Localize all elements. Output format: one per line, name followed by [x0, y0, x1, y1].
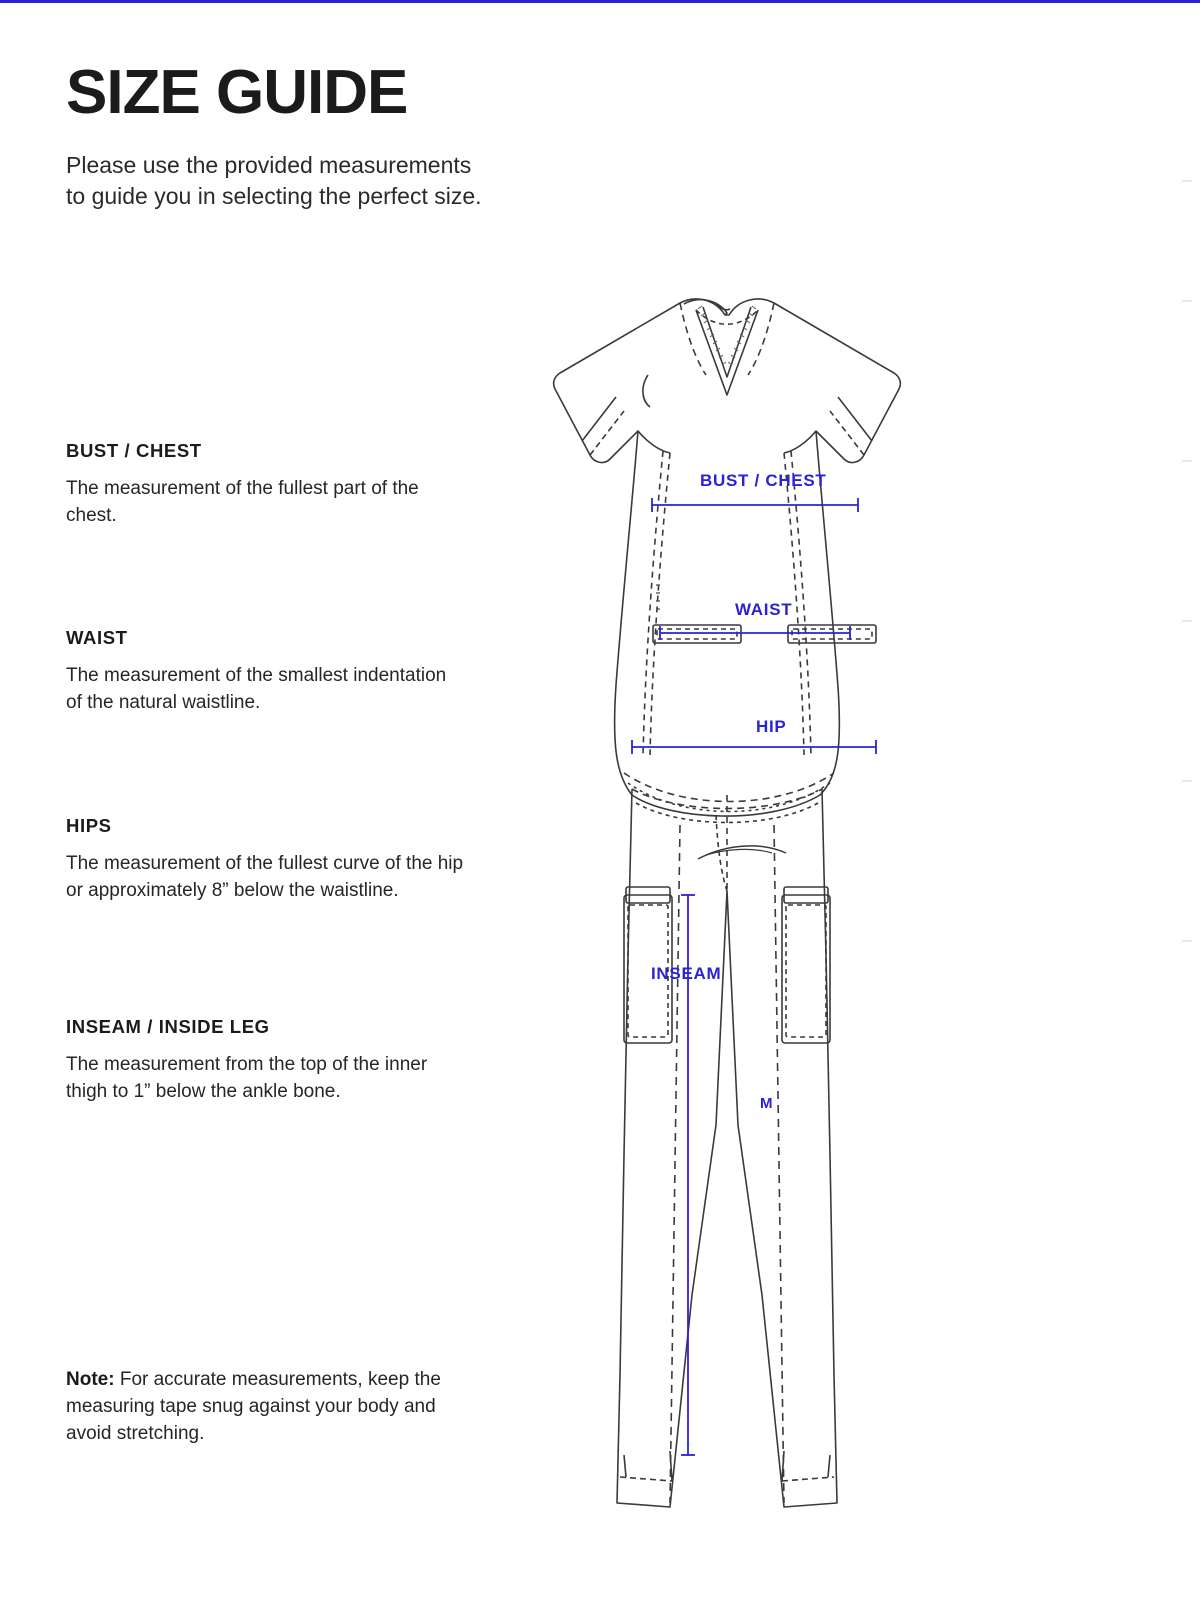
top-accent-rule — [0, 0, 1200, 3]
label-inseam: INSEAM — [651, 964, 722, 983]
page-edge-marks — [1178, 0, 1200, 1600]
accuracy-note — [66, 1367, 456, 1448]
section-inseam — [66, 1016, 466, 1106]
section-body: The measurement from the top of the inner thigh to 1” below the ankle bone. — [66, 1054, 428, 1102]
section-waist — [66, 627, 466, 717]
intro-text: Please use the provided measurements to guide you in selecting the perfect size. — [66, 152, 482, 209]
note-label: Note: — [66, 1369, 115, 1390]
label-hip: HIP — [756, 717, 787, 736]
section-body: The measurement of the fullest part of the chest. — [66, 478, 419, 526]
intro-block — [66, 58, 526, 211]
section-heading: INSEAM / INSIDE LEG — [66, 1016, 270, 1037]
section-heading: HIPS — [66, 815, 112, 836]
section-body: The measurement of the fullest curve of the hip or approximately 8” below the waistline. — [66, 853, 464, 901]
section-heading: BUST / CHEST — [66, 440, 202, 461]
label-waist: WAIST — [735, 600, 793, 619]
label-size-mark: M — [760, 1095, 774, 1112]
section-hips — [66, 815, 466, 905]
garment-illustration — [520, 255, 1080, 1545]
page-title: SIZE GUIDE — [66, 58, 408, 127]
section-body: The measurement of the smallest indentation of the natural waistline. — [66, 665, 447, 713]
garment-flat-sketch — [520, 255, 1080, 1545]
section-heading: WAIST — [66, 627, 128, 648]
section-bust-chest — [66, 440, 466, 530]
note-body: For accurate measurements, keep the measuring tape snug against your body and avoid stretching. — [66, 1369, 441, 1444]
label-bust-chest: BUST / CHEST — [700, 471, 827, 490]
